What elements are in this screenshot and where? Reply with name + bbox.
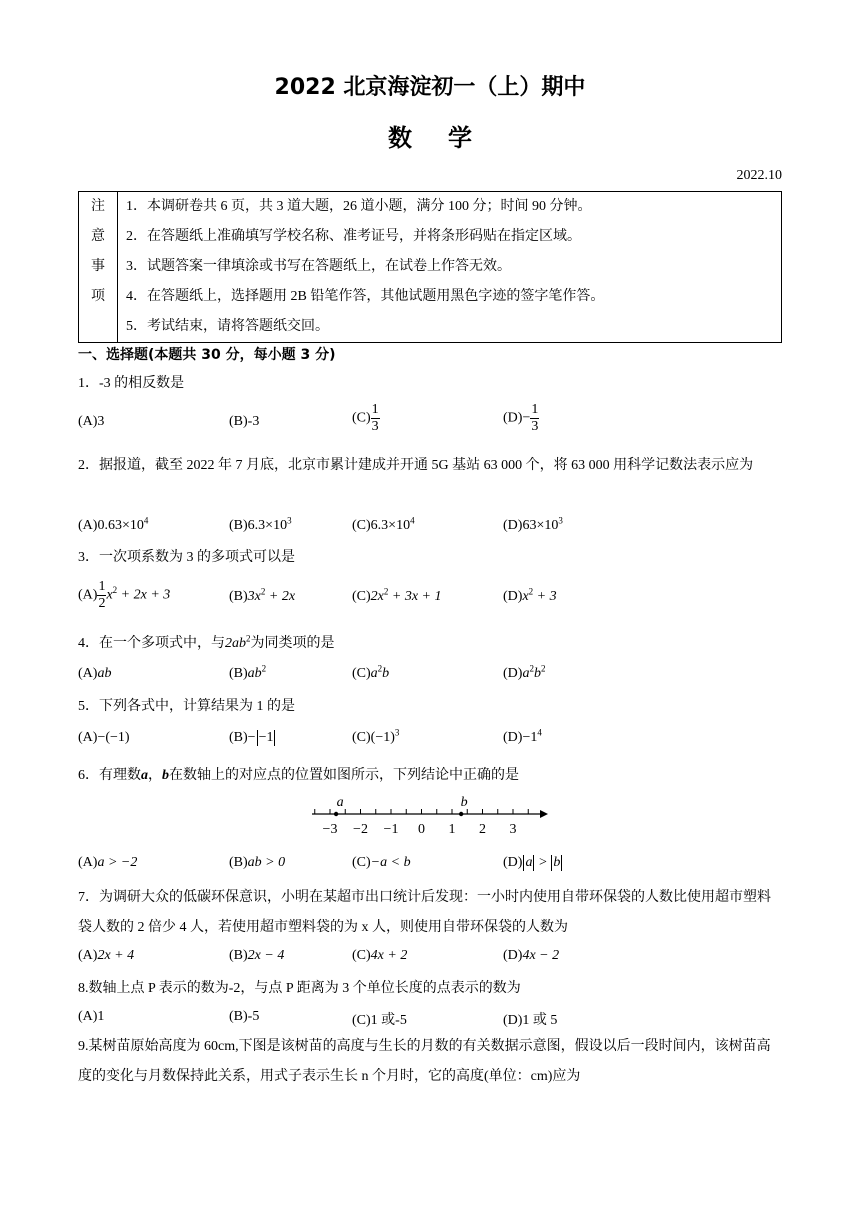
q9-stem: 9.某树苗原始高度为 60cm,下图是该树苗的高度与生长的月数的有关数据示意图，假设以后一段时间内，该树苗高度的变化与月数保持此关系，用式子表示生长 n 个月时，它的高度(单位：cm)应为 <box>78 1039 771 1084</box>
q5-option-b: (B)− −1 <box>229 730 274 746</box>
q1-option-b: (B)-3 <box>229 414 260 429</box>
notice-head-char: 事 <box>91 259 105 274</box>
point-a-marker <box>334 812 338 816</box>
q2-option-b: $(B)6.3\times 10^3$ <box>229 515 292 533</box>
exam-date: 2022.10 <box>736 168 782 183</box>
q3-option-c: $(C)2x^2 + 3x + 1$ <box>352 586 442 604</box>
q4-option-b: $(B)ab^2$ <box>229 663 267 681</box>
notice-item: 3．试题答案一律填涂或书写在答题纸上，在试卷上作答无效。 <box>126 259 511 274</box>
q5-stem: 5．下列各式中，计算结果为 1 的是 <box>78 699 295 714</box>
q3-option-d: $(D)x^2 + 3$ <box>503 586 557 604</box>
notice-item: 4．在答题纸上，选择题用 2B 铅笔作答，其他试题用黑色字迹的签字笔作答。 <box>126 289 605 304</box>
q1-option-a: (A)3 <box>78 414 105 429</box>
notice-items <box>118 192 782 343</box>
q8-stem: 8.数轴上点 P 表示的数为-2，与点 P 距离为 3 个单位长度的点表示的数为 <box>78 981 521 996</box>
q1-option-c: (C) $\frac{1}{3}$ <box>352 402 379 434</box>
q4-option-d: $(D)a^2b^2$ <box>503 663 546 681</box>
q3-option-b: $(B)3x^2 + 2x$ <box>229 586 296 604</box>
number-line-tick-label: −2 <box>353 822 368 837</box>
q5-option-d: $(D)-1^4$ <box>503 727 542 745</box>
notice-table <box>78 191 782 343</box>
q6-option-d: (D) a > b <box>503 855 561 871</box>
q8-option-b: (B)-5 <box>229 1009 260 1024</box>
q3-option-a: (A) $\frac{1}{2}$ $x^2 + 2x + 3$ <box>78 579 171 611</box>
q5-option-c: $(C)(-1)^3$ <box>352 727 400 745</box>
q2-stem: 2．据报道，截至 2022 年 7 月底，北京市累计建成并开通 5G 基站 63 000 个，将 63 000 用科学记数法表示应为 <box>78 458 754 473</box>
notice-head-char: 注 <box>91 199 105 214</box>
notice-head-char: 项 <box>91 289 105 304</box>
number-line-tick-label: 2 <box>479 822 486 837</box>
point-b-marker <box>459 812 463 816</box>
q1-option-d: (D)− $\frac{1}{3}$ <box>503 402 539 434</box>
q4-stem: 4．在一个多项式中，与$2ab^2$为同类项的是 <box>78 633 335 651</box>
q7-option-d: (D)4x − 2 <box>503 948 560 963</box>
q6-option-b: (B)ab > 0 <box>229 855 286 870</box>
number-line-tick-label: −3 <box>322 822 338 837</box>
subject-title: 数学 <box>388 124 508 152</box>
q6-option-a: (A)a > −2 <box>78 855 138 870</box>
point-a-label: a <box>336 795 344 810</box>
q7-option-b: (B)2x − 4 <box>229 948 285 963</box>
q4-option-c: $(C)a^2b$ <box>352 663 390 681</box>
number-line-figure <box>300 790 560 840</box>
q6-stem: 6．有理数a，b在数轴上的对应点的位置如图所示，下列结论中正确的是 <box>78 768 519 783</box>
number-line-tick-label: −1 <box>383 822 399 837</box>
number-line-tick-label: 0 <box>418 822 425 837</box>
q1-stem: 1．-3 的相反数是 <box>78 376 185 391</box>
q7-option-c: (C)4x + 2 <box>352 948 408 963</box>
number-line-arrow-icon <box>540 810 548 818</box>
q2-option-c: $(C)6.3\times 10^4$ <box>352 515 415 533</box>
q2-option-d: $(D)63\times 10^3$ <box>503 515 563 533</box>
notice-item: 2．在答题纸上准确填写学校名称、准考证号，并将条形码贴在指定区域。 <box>126 229 581 244</box>
notice-item: 1．本调研卷共 6 页，共 3 道大题，26 道小题，满分 100 分；时间 90 分钟。 <box>126 199 592 214</box>
q7-stem: 7．为调研大众的低碳环保意识，小明在某超市出口统计后发现：一小时内使用自带环保袋的人数比使用超市塑料袋人数的 2 倍少 4 人，若使用超市塑料袋的为 x 人，则使用自带环保袋的人数为 <box>78 890 771 935</box>
q2-option-a: $(A)0.63\times 10^4$ <box>78 515 149 533</box>
notice-head <box>79 192 118 343</box>
q5-option-a: (A)−(−1) <box>78 730 130 745</box>
q4-option-a: (A)ab <box>78 666 112 681</box>
section-title: 一、选择题(本题共 30 分，每小题 3 分) <box>78 347 336 363</box>
page-title: 2022 北京海淀初一（上）期中 <box>274 75 586 100</box>
number-line-tick-label: 1 <box>448 822 456 837</box>
number-line-tick-label: 3 <box>509 822 517 837</box>
q8-option-a: (A)1 <box>78 1009 105 1024</box>
q6-option-c: (C)−a < b <box>352 855 411 870</box>
q8-option-c: (C)1 或-5 <box>352 1013 407 1028</box>
point-b-label: b <box>460 795 468 810</box>
notice-item: 5．考试结束，请将答题纸交回。 <box>126 319 329 334</box>
q7-option-a: (A)2x + 4 <box>78 948 135 963</box>
q3-stem: 3．一次项系数为 3 的多项式可以是 <box>78 550 295 565</box>
q8-option-d: (D)1 或 5 <box>503 1013 558 1028</box>
notice-head-char: 意 <box>91 229 105 244</box>
